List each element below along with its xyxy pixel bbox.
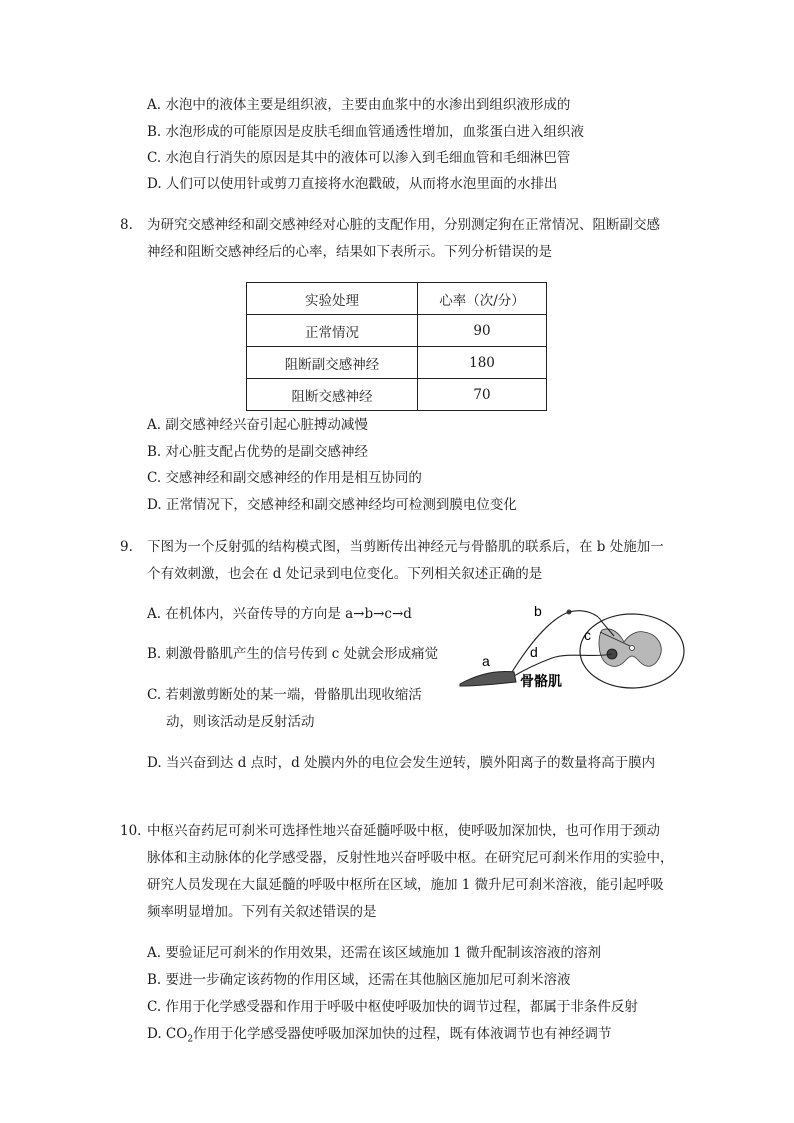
q8-stem-line-1: 为研究交感神经和副交感神经对心脏的支配作用，分别测定狗在正常情况、阻断副交感 xyxy=(147,217,660,233)
q10-option-d-prefix: D. CO xyxy=(147,1026,188,1042)
table-row xyxy=(247,315,547,347)
central-canal xyxy=(630,646,635,651)
q9-stem-line-1: 下图为一个反射弧的结构模式图，当剪断传出神经元与骨骼肌的联系后，在 b 处施加一 xyxy=(147,539,664,555)
skeletal-muscle xyxy=(460,672,516,687)
label-b: b xyxy=(534,603,542,619)
q8-option-a: A. 副交感神经兴奋引起心脏搏动减慢 xyxy=(147,417,368,433)
label-c: c xyxy=(584,627,591,643)
q9-option-d: D. 当兴奋到达 d 点时，d 处膜内外的电位会发生逆转，膜外阳离子的数量将高于膜内 xyxy=(147,755,656,771)
q10-option-b: B. 要进一步确定该药物的作用区域，还需在其他脑区施加尼可刹米溶液 xyxy=(147,972,571,988)
q10-option-d xyxy=(147,1025,612,1049)
table-cell: 70 xyxy=(418,379,547,411)
q10-number: 10. xyxy=(120,823,142,839)
q9-number: 9. xyxy=(120,539,133,555)
q10-stem-line-1: 中枢兴奋药尼可刹米可选择性地兴奋延髓呼吸中枢，使呼吸加深加快，也可作用于颈动 xyxy=(147,823,660,839)
q8-stem-line-2: 神经和阻断交感神经后的心率，结果如下表所示。下列分析错误的是 xyxy=(147,244,552,260)
heart-rate-table xyxy=(246,282,547,411)
co2-subscript: 2 xyxy=(187,1034,194,1045)
q9-option-c-continued: 动，则该活动是反射活动 xyxy=(166,714,315,730)
reflex-arc-diagram xyxy=(452,600,688,696)
table-cell: 阻断交感神经 xyxy=(247,379,418,411)
q9-option-c: C. 若刺激剪断处的某一端，骨骼肌出现收缩活 xyxy=(147,687,422,703)
q10-stem-line-4: 频率明显增加。下列有关叙述错误的是 xyxy=(147,904,377,920)
q7-option-b: B. 水泡形成的可能原因是皮肤毛细血管通透性增加，血浆蛋白进入组织液 xyxy=(147,124,585,140)
table-cell: 90 xyxy=(418,315,547,347)
q8-option-c: C. 交感神经和副交感神经的作用是相互协同的 xyxy=(147,470,422,486)
q7-option-a: A. 水泡中的液体主要是组织液，主要由血浆中的水渗出到组织液形成的 xyxy=(147,97,571,113)
q10-stem-line-2: 脉体和主动脉体的化学感受器，反射性地兴奋呼吸中枢。在研究尼可刹米作用的实验中， xyxy=(147,850,674,866)
q9-option-a: A. 在机体内，兴奋传导的方向是 a→b→c→d xyxy=(147,606,412,622)
q9-stem-line-2: 个有效刺激，也会在 d 处记录到电位变化。下列相关叙述正确的是 xyxy=(147,566,543,582)
table-header-row xyxy=(247,283,547,315)
q10-option-c: C. 作用于化学感受器和作用于呼吸中枢使呼吸加快的调节过程，都属于非条件反射 xyxy=(147,999,638,1015)
q7-option-c: C. 水泡自行消失的原因是其中的液体可以渗入到毛细血管和毛细淋巴管 xyxy=(147,150,571,166)
table-cell: 阻断副交感神经 xyxy=(247,347,418,379)
q10-option-a: A. 要验证尼可刹米的作用效果，还需在该区域施加 1 微升配制该溶液的溶剂 xyxy=(147,945,602,961)
table-row xyxy=(247,347,547,379)
table-cell: 正常情况 xyxy=(247,315,418,347)
table-header-heart-rate: 心率（次/分） xyxy=(418,283,547,315)
q8-option-b: B. 对心脏支配占优势的是副交感神经 xyxy=(147,444,369,460)
q7-option-d: D. 人们可以使用针或剪刀直接将水泡戳破，从而将水泡里面的水排出 xyxy=(147,176,558,192)
q10-stem-line-3: 研究人员发现在大鼠延髓的呼吸中枢所在区域，施加 1 微升尼可刹米溶液，能引起呼吸 xyxy=(147,877,664,893)
q9-option-b: B. 刺激骨骼肌产生的信号传到 c 处就会形成痛觉 xyxy=(147,646,439,662)
q10-option-d-rest: 作用于化学感受器使呼吸加深加快的过程，既有体液调节也有神经调节 xyxy=(193,1026,612,1042)
label-d: d xyxy=(530,644,538,660)
q8-option-d: D. 正常情况下，交感神经和副交感神经均可检测到膜电位变化 xyxy=(147,497,517,513)
label-skeletal-muscle: 骨骼肌 xyxy=(520,674,562,690)
q8-number: 8. xyxy=(120,217,133,233)
table-row xyxy=(247,379,547,411)
label-a: a xyxy=(482,653,490,669)
table-header-treatment: 实验处理 xyxy=(247,283,418,315)
table-cell: 180 xyxy=(418,347,547,379)
